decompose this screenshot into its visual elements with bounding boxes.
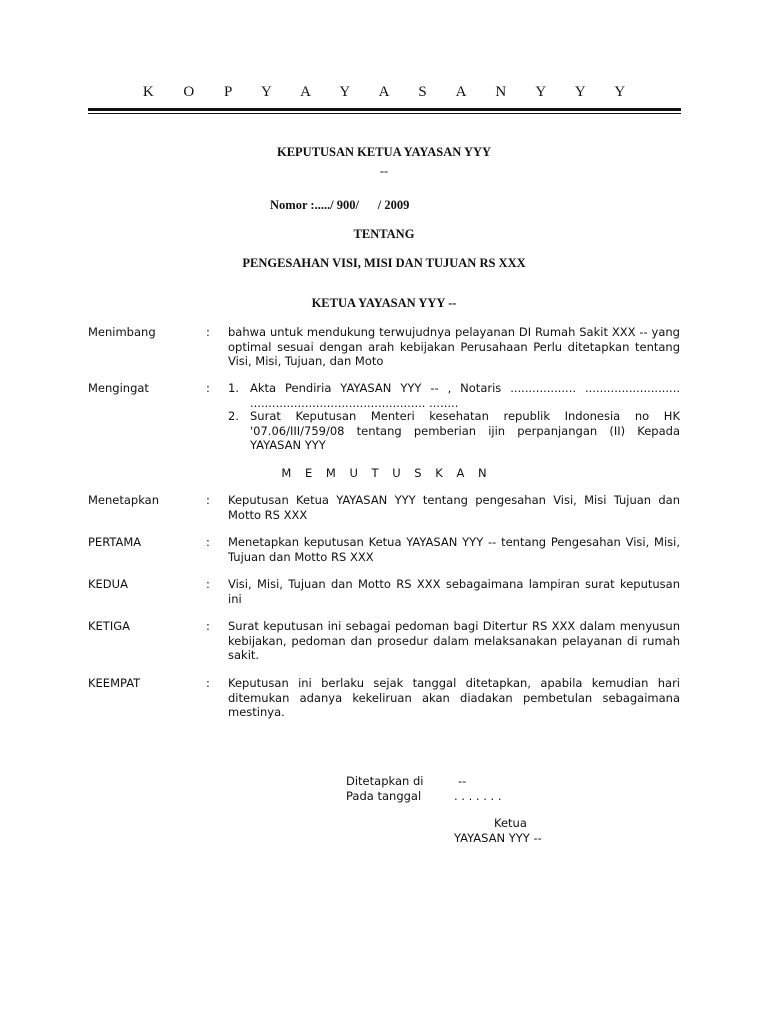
menetapkan-label: Menetapkan bbox=[88, 493, 160, 507]
keempat-label: KEEMPAT bbox=[88, 676, 141, 690]
signatory-role: Ketua bbox=[494, 816, 527, 830]
tanggal-value: . . . . . . . bbox=[454, 789, 502, 803]
letterhead-rule-thin bbox=[88, 113, 681, 114]
tanggal-label: Pada tanggal bbox=[346, 789, 422, 803]
keempat-text: Keputusan ini berlaku sejak tanggal ditetapkan, apabila kemudian hari ditemukan adanya kekeliruan akan diadakan pembetulan sebagaimana mestinya. bbox=[228, 676, 680, 719]
letterhead-rule-thick bbox=[88, 108, 681, 111]
ketiga-label: KETIGA bbox=[88, 619, 131, 633]
memutuskan-heading: M E M U T U S K A N bbox=[281, 466, 492, 480]
decision-number: Nomor :...../ 900/ / 2009 bbox=[270, 198, 410, 212]
ketiga-text: Surat keputusan ini sebagai pedoman bagi Ditertur RS XXX dalam menyusun kebijakan, pedoman dan prosedur dalam melaksanakan pelayanan di rumah sakit. bbox=[228, 619, 680, 662]
decision-title: KEPUTUSAN KETUA YAYASAN YYY bbox=[276, 145, 492, 159]
signatory-organization: YAYASAN YYY -- bbox=[454, 831, 542, 845]
kedua-text: Visi, Misi, Tujuan dan Motto RS XXX sebagaimana lampiran surat keputusan ini bbox=[228, 577, 680, 606]
kedua-colon: : bbox=[206, 577, 210, 591]
letterhead: K O P Y A Y A S A N Y Y Y bbox=[142, 84, 639, 100]
ketiga-colon: : bbox=[206, 619, 210, 633]
mengingat-label: Mengingat bbox=[88, 381, 149, 395]
menimbang-label: Menimbang bbox=[88, 325, 156, 339]
menimbang-colon: : bbox=[206, 325, 210, 339]
tentang-heading: TENTANG bbox=[353, 227, 415, 241]
mengingat-item-1-text: Akta Pendiria YAYASAN YYY -- , Notaris .................. .......................... ................................................ ........ bbox=[250, 381, 680, 410]
menetapkan-colon: : bbox=[206, 493, 210, 507]
keempat-colon: : bbox=[206, 676, 210, 690]
ketua-heading: KETUA YAYASAN YYY -- bbox=[311, 296, 457, 310]
mengingat-item-2-text: Surat Keputusan Menteri kesehatan republik Indonesia no HK '07.06/III/759/08 tentang pemberian ijin perpanjangan (II) Kepada YAYASAN YYY bbox=[250, 409, 680, 452]
ditetapkan-value: -- bbox=[458, 774, 467, 788]
pertama-label: PERTAMA bbox=[88, 535, 142, 549]
mengingat-item-2-number: 2. bbox=[228, 409, 239, 423]
decision-subject: PENGESAHAN VISI, MISI DAN TUJUAN RS XXX bbox=[242, 256, 526, 270]
kedua-label: KEDUA bbox=[88, 577, 128, 591]
mengingat-colon: : bbox=[206, 381, 210, 395]
menimbang-text: bahwa untuk mendukung terwujudnya pelayanan DI Rumah Sakit XXX -- yang optimal sesuai dengan arah kebijakan Perusahaan Perlu ditetapkan tentang Visi, Misi, Tujuan, dan Moto bbox=[228, 325, 680, 368]
mengingat-item-1-number: 1. bbox=[228, 381, 239, 395]
decision-title-suffix: -- bbox=[379, 164, 389, 178]
pertama-colon: : bbox=[206, 535, 210, 549]
ditetapkan-label: Ditetapkan di bbox=[346, 774, 424, 788]
pertama-text: Menetapkan keputusan Ketua YAYASAN YYY -- tentang Pengesahan Visi, Misi, Tujuan dan Motto RS XXX bbox=[228, 535, 680, 564]
menetapkan-text: Keputusan Ketua YAYASAN YYY tentang pengesahan Visi, Misi Tujuan dan Motto RS XXX bbox=[228, 493, 680, 522]
